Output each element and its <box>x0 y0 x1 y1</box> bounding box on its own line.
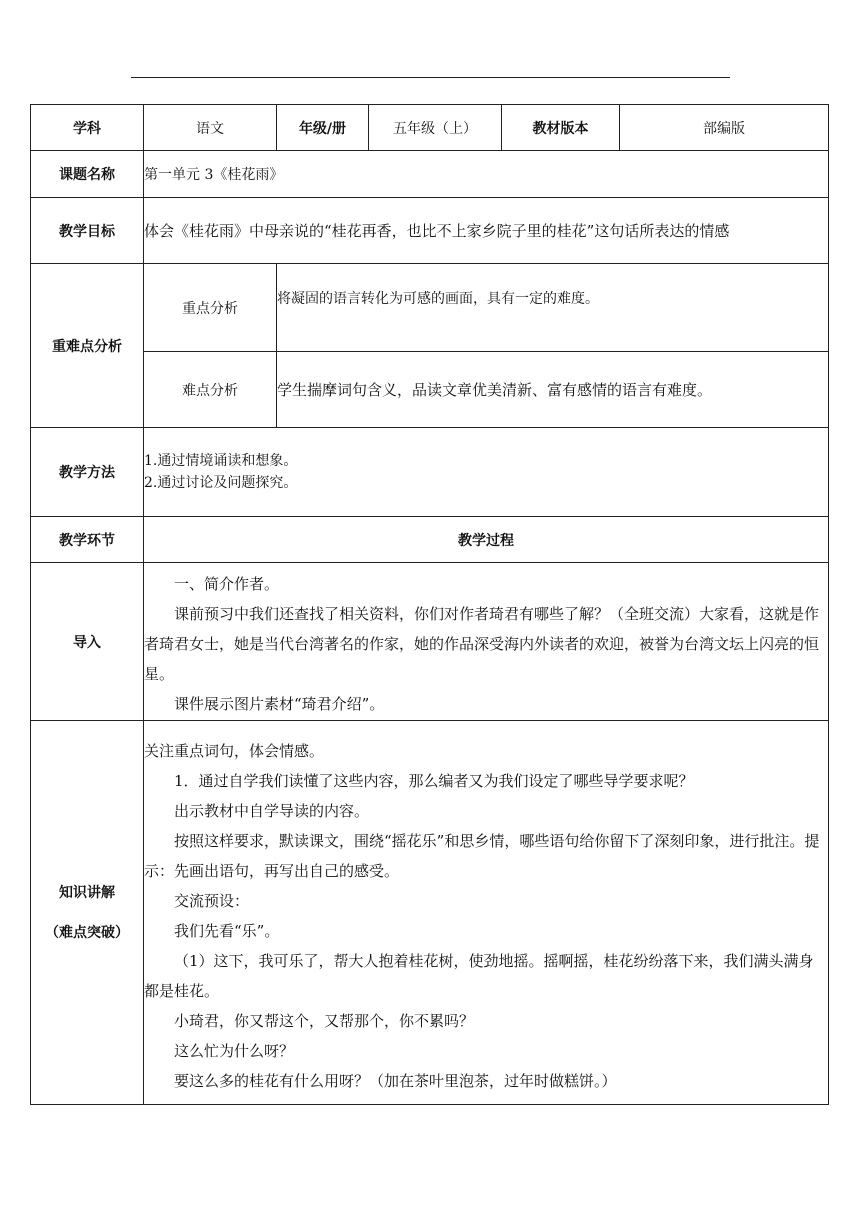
knowledge-paragraph: 小琦君，你又帮这个，又帮那个，你不累吗？ <box>174 1011 475 1030</box>
grade-label: 年级/册 <box>277 105 369 151</box>
knowledge-content <box>144 721 829 1105</box>
knowledge-paragraph: （1）这下，我可乐了，帮大人抱着桂花树，使劲地摇。摇啊摇，桂花纷纷落下来，我们满头满身都是桂花。 <box>144 951 814 1000</box>
knowledge-label-line1: 知识讲解 <box>59 884 115 901</box>
method-label: 教学方法 <box>31 428 144 517</box>
knowledge-paragraph: 出示教材中自学导读的内容。 <box>174 801 370 820</box>
goal-row <box>31 198 829 264</box>
goal-value: 体会《桂花雨》中母亲说的“桂花再香，也比不上家乡院子里的桂花”这句话所表达的情感 <box>144 198 829 264</box>
knowledge-paragraph: 这么忙为什么呀？ <box>174 1041 295 1060</box>
method-list <box>144 428 829 517</box>
edition-value: 部编版 <box>620 105 829 151</box>
process-header-row <box>31 517 829 563</box>
hard-point-value: 学生揣摩词句含义，品读文章优美清新、富有感情的语言有难度。 <box>277 352 829 428</box>
knowledge-paragraph: 我们先看“乐”。 <box>174 921 280 940</box>
key-point-row <box>31 264 829 352</box>
topic-value: 第一单元 3《桂花雨》 <box>144 151 829 198</box>
intro-row <box>31 563 829 721</box>
header-rule <box>131 77 730 78</box>
knowledge-label <box>31 721 144 1105</box>
goal-label: 教学目标 <box>31 198 144 264</box>
method-row <box>31 428 829 517</box>
subject-label: 学科 <box>31 105 144 151</box>
edition-label: 教材版本 <box>502 105 620 151</box>
knowledge-first-line: 关注重点词句，体会情感。 <box>144 741 325 760</box>
knowledge-paragraph: 要这么多的桂花有什么用呀？（加在茶叶里泡茶，过年时做糕饼。） <box>174 1071 617 1090</box>
knowledge-label-line2: （难点突破） <box>45 924 129 941</box>
subject-value: 语文 <box>144 105 277 151</box>
intro-content <box>144 563 829 721</box>
hard-point-row <box>31 352 829 428</box>
intro-label: 导入 <box>31 563 144 721</box>
intro-paragraph: 课前预习中我们还查找了相关资料，你们对作者琦君有哪些了解？（全班交流）大家看，这就是作者琦君女士，她是当代台湾著名的作家，她的作品深受海内外读者的欢迎，被誉为台湾文坛上闪亮的恒星。 <box>144 604 820 683</box>
knowledge-paragraph: 按照这样要求，默读课文，围绕“摇花乐”和思乡情，哪些语句给你留下了深刻印象，进行批注。提示：先画出语句，再写出自己的感受。 <box>144 831 820 880</box>
topic-label: 课题名称 <box>31 151 144 198</box>
process-stage-label: 教学环节 <box>31 517 144 563</box>
grade-value: 五年级（上） <box>369 105 502 151</box>
intro-paragraph: 一、简介作者。 <box>174 574 280 593</box>
key-point-value: 将凝固的语言转化为可感的画面，具有一定的难度。 <box>277 264 829 352</box>
method-item: 1.通过情境诵读和想象。 <box>144 453 298 469</box>
header-row <box>31 105 829 151</box>
method-item: 2.通过讨论及问题探究。 <box>144 475 298 491</box>
knowledge-row <box>31 721 829 1105</box>
knowledge-paragraph: 1．通过自学我们读懂了这些内容，那么编者又为我们设定了哪些导学要求呢？ <box>174 771 694 790</box>
hard-point-label: 难点分析 <box>144 352 277 428</box>
knowledge-paragraph: 交流预设： <box>174 891 250 910</box>
difficulty-label: 重难点分析 <box>31 264 144 428</box>
process-title: 教学过程 <box>144 517 829 563</box>
topic-row <box>31 151 829 198</box>
intro-paragraph: 课件展示图片素材“琦君介绍”。 <box>174 694 385 713</box>
key-point-label: 重点分析 <box>144 264 277 352</box>
lesson-plan-table <box>30 104 829 1105</box>
